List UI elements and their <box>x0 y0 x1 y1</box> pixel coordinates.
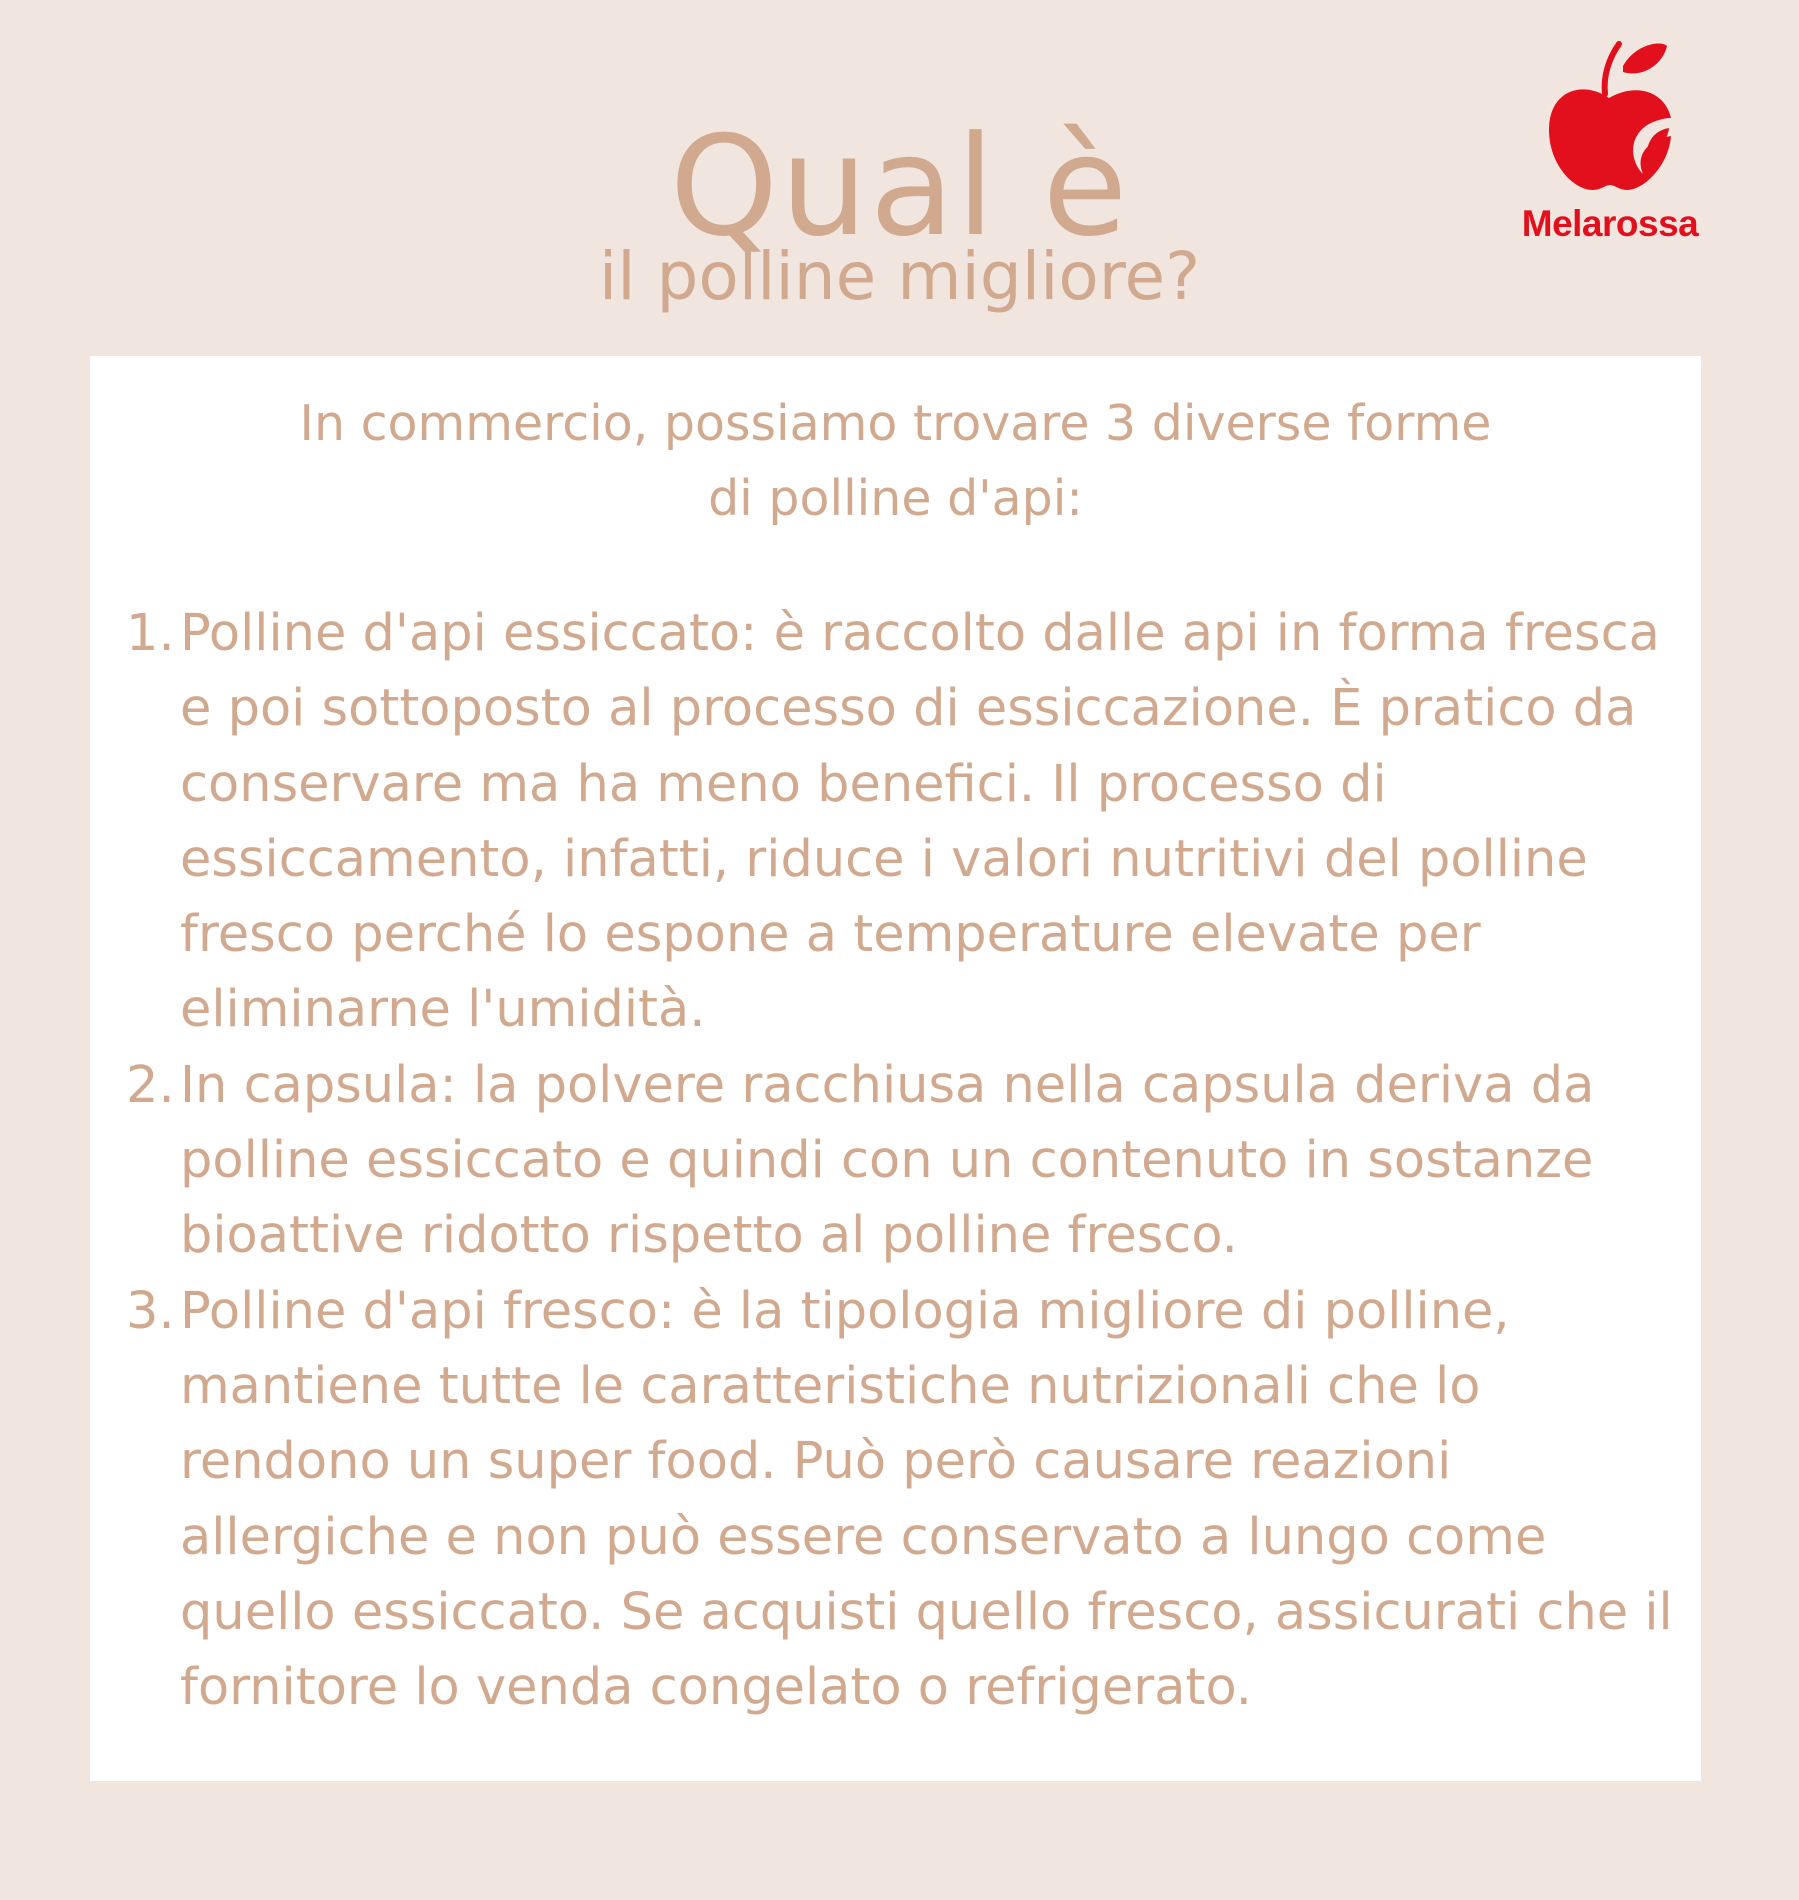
list-item-number: 1. <box>126 604 175 663</box>
pollen-forms-list <box>126 596 1686 1725</box>
list-item <box>126 596 1686 1048</box>
list-item-number: 3. <box>126 1281 175 1341</box>
intro-text <box>90 386 1701 536</box>
page-subtitle: il polline migliore? <box>598 238 1201 315</box>
list-item-text: In capsula: la polvere racchiusa nella capsula deriva da polline essiccato e quindi con un contenuto in sostanze bioattive ridotto rispetto al polline fresco. <box>180 1055 1595 1266</box>
page-title: Qual è <box>669 106 1130 268</box>
list-item <box>126 1274 1686 1726</box>
list-item-text: Polline d'api fresco: è la tipologia migliore di polline, mantiene tutte le caratteristiche nutrizionali che lo rendono un super food. Può però causare reazioni allergiche e non può essere conservato a lungo come quello essiccato. Se acquisti quello fresco, assicurati che il fornitore lo venda congelato o refrigerato. <box>180 1281 1673 1718</box>
intro-line: In commercio, possiamo trovare 3 diverse forme <box>299 395 1492 452</box>
intro-line: di polline d'api: <box>708 470 1083 527</box>
list-item-text: Polline d'api essiccato: è raccolto dalle api in forma fresca e poi sottoposto al processo di essiccazione. È pratico da conservare ma ha meno benefici. Il processo di essiccamento, infatti, riduce i valori nutritivi del polline fresco perché lo espone a temperature elevate per eliminarne l'umidità. <box>180 604 1660 1040</box>
brand-logo <box>1510 38 1710 253</box>
brand-name: Melarossa <box>1521 203 1699 244</box>
content-card <box>90 356 1701 1781</box>
red-apple-icon <box>1543 38 1677 198</box>
list-item <box>126 1048 1686 1274</box>
list-item-number: 2. <box>126 1055 175 1115</box>
